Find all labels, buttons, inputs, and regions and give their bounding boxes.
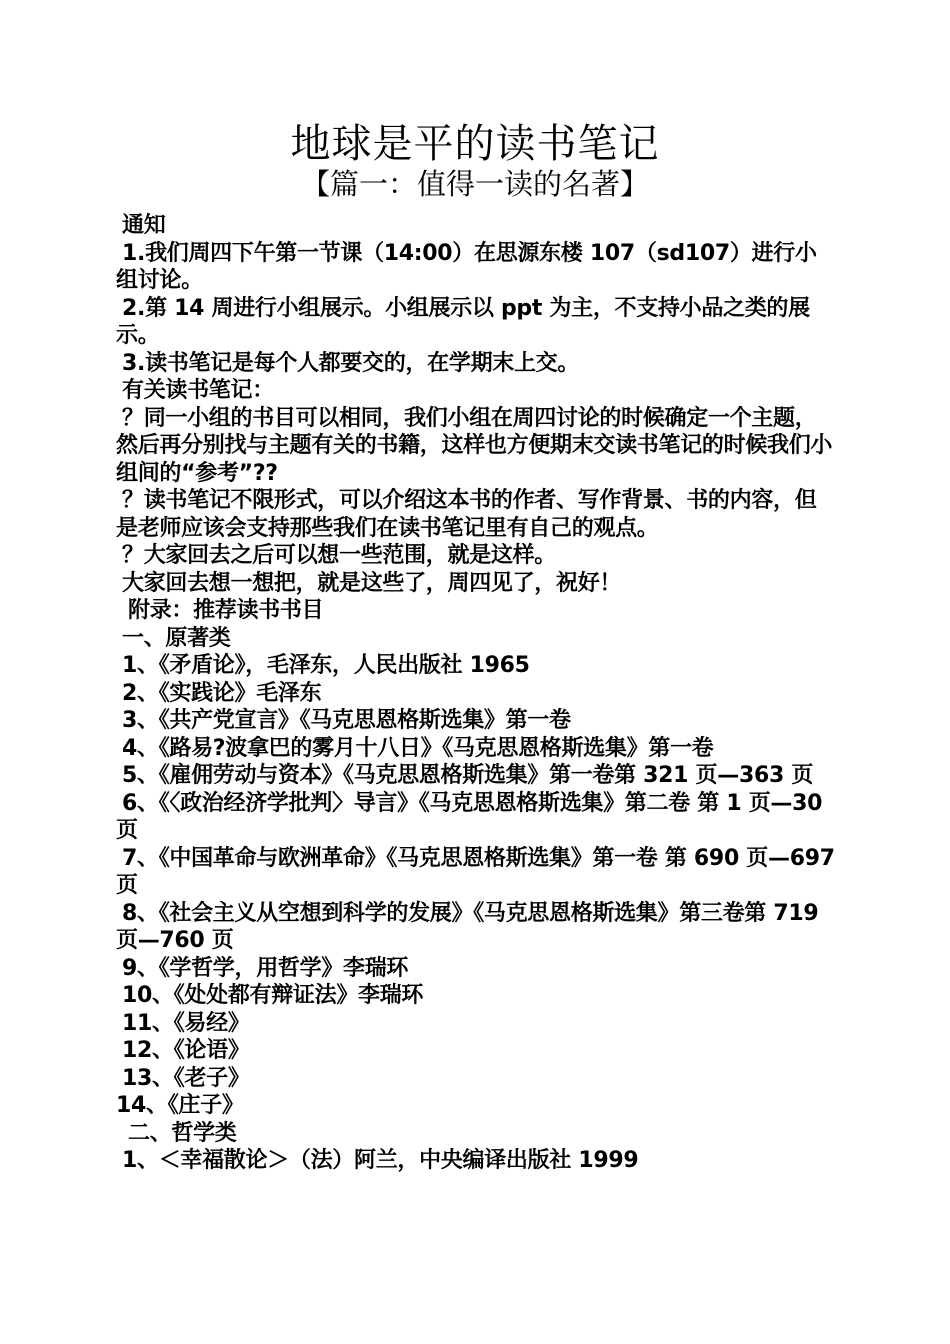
section-heading: 二、哲学类 (128, 1120, 237, 1146)
notice-heading: 通知 (122, 213, 166, 238)
notice-item: 2.第 14 周进行小组展示。小组展示以 ppt 为主，不支持小品之类的展示。 (116, 295, 810, 348)
book-item: 12、《论语》 (122, 1038, 250, 1063)
page-title: 地球是平的读书笔记 (290, 121, 660, 167)
notice-item: 3.读书笔记是每个人都要交的，在学期末上交。 (122, 350, 580, 376)
book-item: 1、＜幸福散论＞（法）阿兰，中央编译出版社 1999 (122, 1148, 639, 1173)
notes-item: ？读书笔记不限形式，可以介绍这本书的作者、写作背景、书的内容，但是老师应该会支持那些我们在读书笔记里有自己的观点。 (116, 488, 817, 541)
book-item: 1、《矛盾论》，毛泽东，人民出版社 1965 (122, 653, 530, 678)
book-item: 4、《路易?波拿巴的雾月十八日》《马克思恩格斯选集》第一卷 (122, 735, 714, 761)
book-item: 9、《学哲学，用哲学》李瑞环 (122, 955, 409, 981)
book-item: 8、《社会主义从空想到科学的发展》《马克思恩格斯选集》第三卷第 719 页—760 页 (116, 900, 826, 953)
book-item: 14、《庄子》 (116, 1093, 244, 1118)
book-item: 13、《老子》 (122, 1065, 250, 1091)
page-subtitle: 【篇一：值得一读的名著】 (300, 167, 649, 201)
notes-item: ？大家回去之后可以想一些范围，就是这样。 (122, 543, 557, 568)
book-item: 7、《中国革命与欧洲革命》《马克思恩格斯选集》第一卷 第 690 页—697 页 (116, 845, 843, 898)
notice-item: 1.我们周四下午第一节课（14:00）在思源东楼 107（sd107）进行小组讨论。 (116, 240, 817, 293)
notes-closing: 大家回去想一想把，就是这些了，周四见了，祝好！ (122, 570, 622, 596)
book-item: 6、《〈政治经济学批判〉导言》《马克思恩格斯选集》第二卷 第 1 页—30 页 (116, 790, 830, 843)
book-item: 2、《实践论》毛泽东 (122, 680, 322, 706)
book-item: 10、《处处都有辩证法》李瑞环 (122, 983, 424, 1008)
document-body (116, 212, 843, 1175)
notes-heading: 有关读书笔记： (122, 378, 274, 403)
section-heading: 一、原著类 (122, 625, 231, 651)
book-item: 3、《共产党宣言》《马克思恩格斯选集》第一卷 (122, 708, 571, 733)
book-item: 5、《雇佣劳动与资本》《马克思恩格斯选集》第一卷第 321 页—363 页 (122, 763, 814, 788)
appendix-heading: 附录：推荐读书书目 (128, 598, 324, 623)
notes-item: ？同一小组的书目可以相同，我们小组在周四讨论的时候确定一个主题，然后再分别找与主题有关的书籍，这样也方便期末交读书笔记的时候我们小组间的“参考”?? (116, 405, 833, 486)
book-item: 11、《易经》 (122, 1010, 250, 1036)
